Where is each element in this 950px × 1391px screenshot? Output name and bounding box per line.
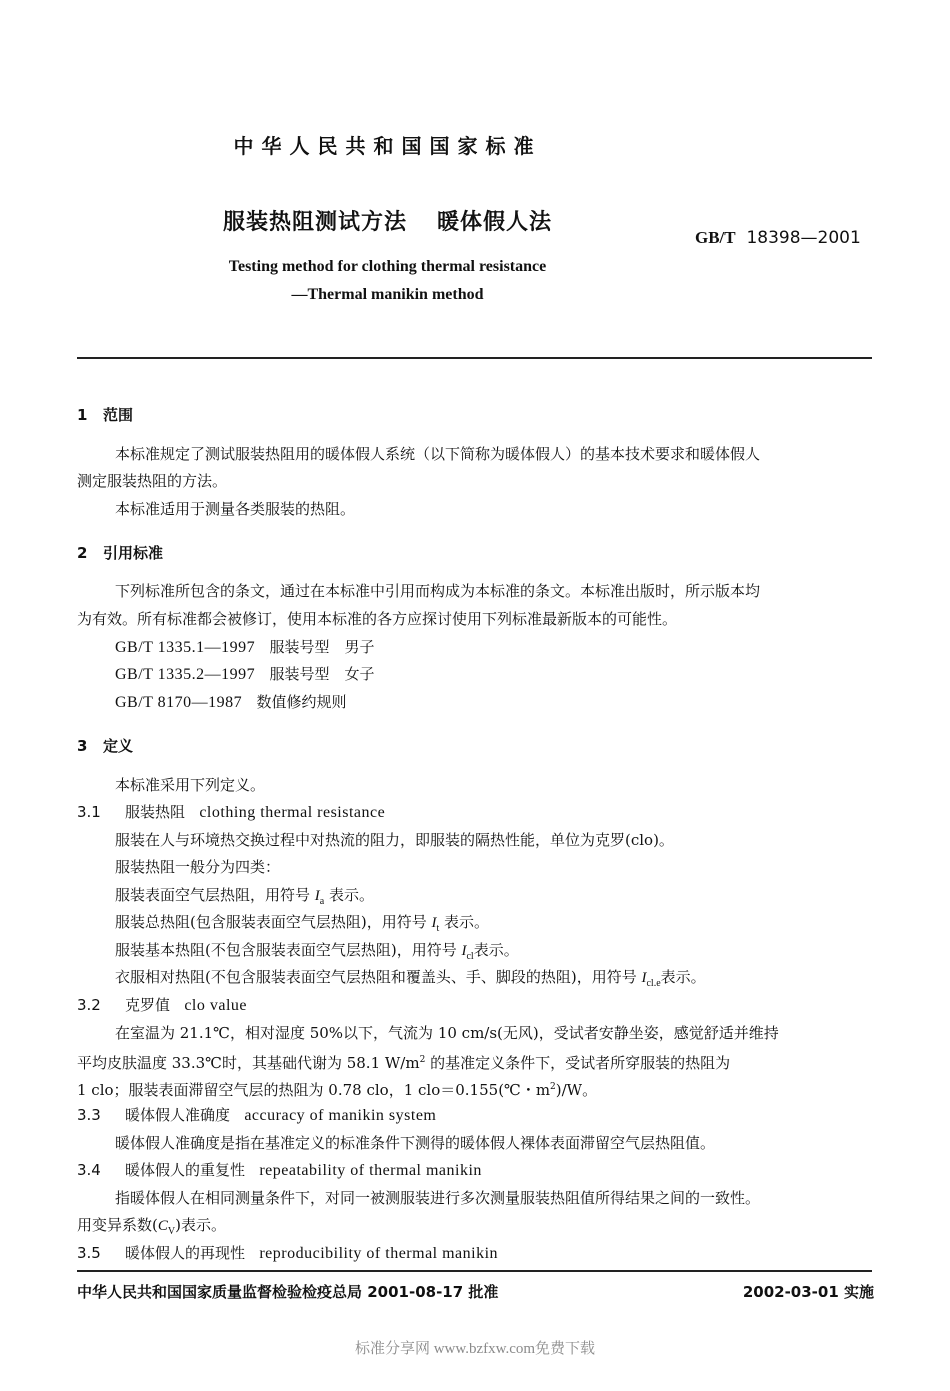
document-title-en-line2: —Thermal manikin method — [291, 286, 484, 303]
definition-3-2-heading: 3.2 克罗值 clo value — [77, 996, 248, 1014]
definition-3-3-heading: 3.3 暖体假人准确度 accuracy of manikin system — [77, 1106, 437, 1124]
section-1-paragraph-line1: 本标准规定了测试服装热阻用的暖体假人系统（以下简称为暖体假人）的基本技术要求和暖体假人 — [115, 445, 761, 463]
definition-3-2-line1: 在室温为 21.1℃，相对湿度 50%以下，气流为 10 cm/s(无风)，受试者安静坐姿，感觉舒适并维持 — [115, 1024, 779, 1042]
definition-3-1-line3: 服装表面空气层热阻，用符号 $I_a$ 表示。 — [115, 886, 375, 907]
definition-3-4-line2: 用变异系数$(C_V)$表示。 — [77, 1216, 226, 1237]
definition-3-1-line5: 服装基本热阻(不包含服装表面空气层热阻)，用符号 $I_{cl}$表示。 — [115, 941, 519, 962]
title-cn-part1: 服装热阻测试方法 — [222, 209, 407, 235]
section-3-heading: 3 定义 — [77, 737, 134, 755]
definition-3-1-line1: 服装在人与环境热交换过程中对热流的阻力，即服装的隔热性能，单位为克罗(clo)。 — [115, 831, 674, 849]
definition-3-4-heading: 3.4 暖体假人的重复性 repeatability of thermal manikin — [77, 1161, 482, 1179]
reference-item: GB/T 1335.1—1997 服装号型 男子 — [115, 638, 375, 656]
definition-3-2-line3: 1 clo；服装表面滞留空气层的热阻为 0.78 clo，1 clo＝0.155(℃・$m^2)/W$。 — [77, 1081, 598, 1099]
section-2-heading: 2 引用标准 — [77, 544, 164, 562]
header-divider — [77, 357, 872, 359]
reference-item: GB/T 8170—1987 数值修约规则 — [115, 693, 347, 711]
standard-code: 18398—2001 — [746, 228, 861, 248]
section-1-paragraph-line2: 测定服装热阻的方法。 — [77, 472, 228, 490]
standard-number — [695, 228, 861, 248]
definition-3-4-line1: 指暖体假人在相同测量条件下，对同一被测服装进行多次测量服装热阻值所得结果之间的一致性。 — [115, 1189, 761, 1207]
definition-3-1-line6: 衣服相对热阻(不包含服装表面空气层热阻和覆盖头、手、脚段的热阻)，用符号 $I_{cl.e}$表示。 — [115, 968, 706, 989]
section-1-paragraph-2: 本标准适用于测量各类服装的热阻。 — [115, 500, 356, 518]
document-title-cn — [0, 205, 775, 236]
section-2-paragraph-line2: 为有效。所有标准都会被修订，使用本标准的各方应探讨使用下列标准最新版本的可能性。 — [77, 610, 678, 628]
title-cn-part2: 暖体假人法 — [437, 209, 553, 235]
definition-3-3-line1: 暖体假人准确度是指在基准定义的标准条件下测得的暖体假人裸体表面滞留空气层热阻值。 — [115, 1134, 716, 1152]
section-3-intro: 本标准采用下列定义。 — [115, 776, 266, 794]
reference-item: GB/T 1335.2—1997 服装号型 女子 — [115, 665, 375, 683]
definition-3-5-heading: 3.5 暖体假人的再现性 reproducibility of thermal manikin — [77, 1244, 499, 1262]
document-title-en-line1: Testing method for clothing thermal resistance — [228, 258, 547, 275]
definition-3-1-line4: 服装总热阻(包含服装表面空气层热阻)，用符号 $I_t$ 表示。 — [115, 913, 490, 934]
definition-3-1-heading: 3.1 服装热阻 clothing thermal resistance — [77, 803, 386, 821]
implementation-date: 2002-03-01 实施 — [742, 1283, 874, 1301]
approval-info: 中华人民共和国国家质量监督检验检疫总局 2001-08-17 批准 — [77, 1283, 499, 1301]
definition-3-1-line2: 服装热阻一般分为四类： — [115, 858, 281, 876]
watermark: 标准分享网 www.bzfxw.com免费下载 — [354, 1341, 596, 1357]
section-2-paragraph-line1: 下列标准所包含的条文，通过在本标准中引用而构成为本标准的条文。本标准出版时，所示版本均 — [115, 582, 761, 600]
national-standard-heading: 中华人民共和国国家标准 — [233, 134, 542, 158]
footer-divider — [77, 1270, 872, 1272]
definition-3-2-line2: 平均皮肤温度 33.3℃时，其基础代谢为 58.1 $W/m^2$ 的基准定义条件下，受试者所穿服装的热阻为 — [77, 1054, 731, 1072]
section-1-heading: 1 范围 — [77, 406, 134, 424]
standard-prefix: GB/T — [695, 228, 736, 247]
